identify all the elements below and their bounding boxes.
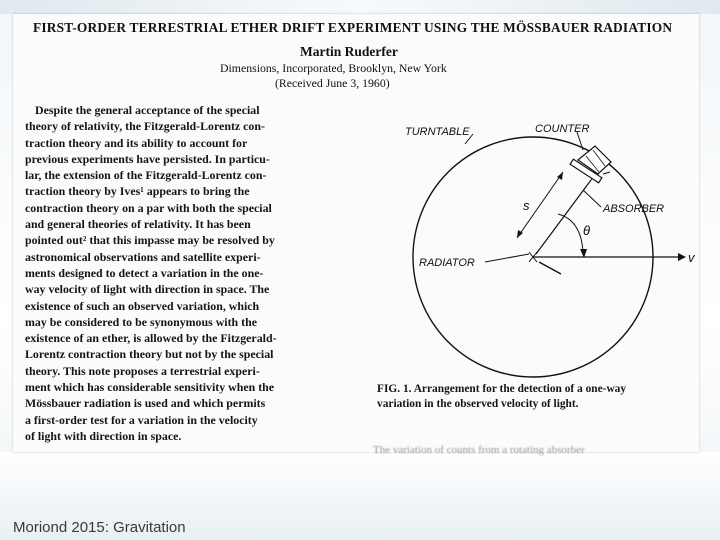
paper-received-date: (Received June 3, 1960) xyxy=(275,76,390,90)
label-counter: COUNTER xyxy=(535,123,590,135)
cutoff-text: The variation of counts from a rotating absorber xyxy=(373,444,585,456)
abstract-line: contraction theory on a par with both the special xyxy=(25,200,272,215)
beam-line xyxy=(536,180,591,254)
abstract-line: theory of relativity, the Fitzgerald-Lorentz con- xyxy=(25,119,265,134)
velocity-arrowhead xyxy=(678,253,686,261)
paper-author: Martin Ruderfer xyxy=(300,44,398,59)
abstract-line: lar, the extension of the Fitzgerald-Lorentz con- xyxy=(25,168,267,183)
abstract-line: may be considered to be synonymous with the xyxy=(25,314,257,329)
counter-tick xyxy=(603,172,610,174)
absorber-leader xyxy=(583,190,601,207)
radiator-bar xyxy=(539,262,561,274)
abstract-line: traction theory by Ives¹ appears to bring the xyxy=(25,184,250,199)
figure-diagram xyxy=(373,102,693,380)
abstract-line: Lorentz contraction theory but not by the special xyxy=(25,347,274,362)
paper-affiliation: Dimensions, Incorporated, Brooklyn, New York xyxy=(220,61,447,75)
label-distance: s xyxy=(523,198,530,213)
figure-caption xyxy=(377,382,693,412)
label-absorber: ABSORBER xyxy=(603,203,665,215)
abstract-line: of light with direction in space. xyxy=(25,428,182,443)
radiator-leader xyxy=(485,254,529,262)
abstract-line: a first-order test for a variation in the velocity xyxy=(25,412,258,427)
figure-caption-line: variation in the observed velocity of light. xyxy=(377,398,579,410)
paper-scan xyxy=(13,14,699,456)
abstract-line: traction theory and its ability to account for xyxy=(25,135,248,150)
slide-top-band xyxy=(0,0,720,14)
abstract-line: Mössbauer radiation is used and which permits xyxy=(25,396,266,411)
abstract-line: astronomical observations and satellite experi- xyxy=(25,249,261,264)
abstract-line: theory. This note proposes a terrestrial experi- xyxy=(25,363,260,378)
abstract-line: Despite the general acceptance of the special xyxy=(35,103,260,117)
abstract-line: existence of such an observed variation, which xyxy=(25,298,260,313)
label-velocity: v xyxy=(688,250,695,265)
abstract-line: ment which has considerable sensitivity when the xyxy=(25,380,275,395)
abstract-line: existence of an ether, is allowed by the Fitzgerald- xyxy=(25,331,277,346)
paper-title: FIRST-ORDER TERRESTRIAL ETHER DRIFT EXPERIMENT USING THE MÖSSBAUER RADIATION xyxy=(33,20,673,35)
paper-abstract xyxy=(25,102,365,444)
label-turntable: TURNTABLE xyxy=(405,126,470,138)
label-radiator: RADIATOR xyxy=(419,257,475,269)
abstract-line: ments designed to detect a variation in the one- xyxy=(25,265,264,280)
abstract-line: way velocity of light with direction in space. The xyxy=(25,282,270,297)
abstract-line: and general theories of relativity. It has been xyxy=(25,217,251,232)
abstract-line: pointed out² that this impasse may be resolved by xyxy=(25,233,275,248)
figure-caption-line: FIG. 1. Arrangement for the detection of a one-way xyxy=(377,383,627,395)
label-angle: θ xyxy=(583,223,591,238)
abstract-line: previous experiments have persisted. In particu- xyxy=(25,151,270,166)
slide-footer: Moriond 2015: Gravitation xyxy=(13,519,186,536)
